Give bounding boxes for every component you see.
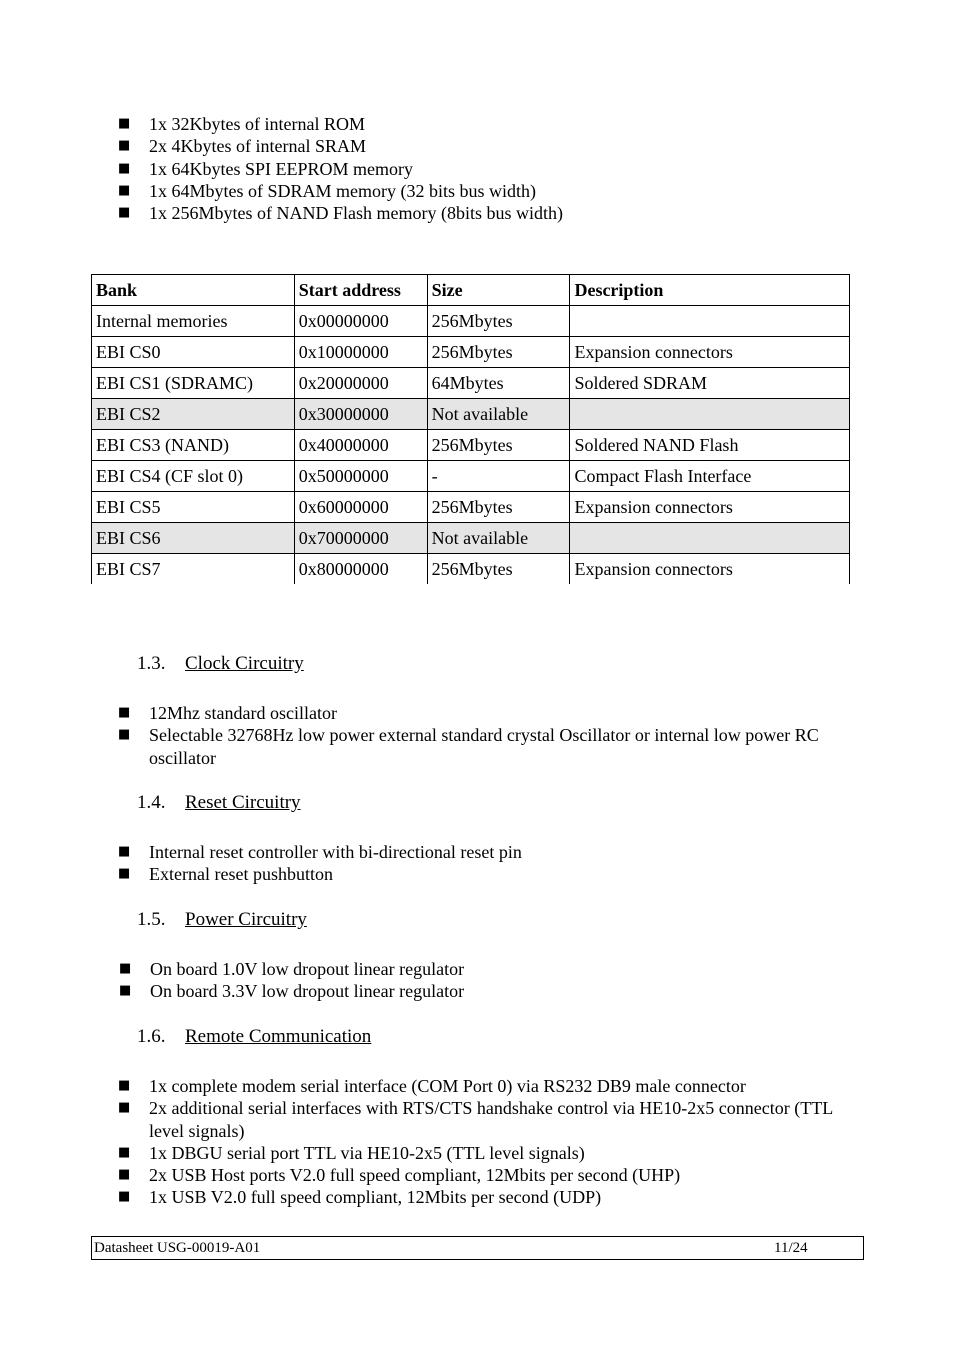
section-title: Power Circuitry xyxy=(185,909,307,930)
list-item-text: 1x 64Kbytes SPI EEPROM memory xyxy=(149,158,414,179)
cell-size: - xyxy=(427,461,570,492)
list-item-text: External reset pushbutton xyxy=(149,864,333,885)
list-item xyxy=(119,958,849,980)
table-row xyxy=(92,554,850,585)
list-item-text: On board 3.3V low dropout linear regulator xyxy=(150,981,465,1002)
header-start-address: Start address xyxy=(294,275,427,306)
square-bullet-icon: ■ xyxy=(118,205,131,221)
cell-bank: EBI CS1 (SDRAMC) xyxy=(92,368,295,399)
cell-start-address: 0x50000000 xyxy=(294,461,427,492)
square-bullet-icon: ■ xyxy=(118,138,131,154)
list-item xyxy=(118,1164,848,1186)
cell-description: Soldered NAND Flash xyxy=(570,430,850,461)
cell-start-address: 0x40000000 xyxy=(294,430,427,461)
list-item-text: Internal reset controller with bi-directional reset pin xyxy=(149,842,522,862)
square-bullet-icon: ■ xyxy=(118,160,131,176)
table-row xyxy=(92,368,850,399)
list-item xyxy=(118,180,848,202)
power-features-list xyxy=(119,958,849,1003)
cell-size: 256Mbytes xyxy=(427,554,570,585)
table-row xyxy=(92,337,850,368)
cell-size: 256Mbytes xyxy=(427,492,570,523)
cell-bank: EBI CS6 xyxy=(92,523,295,554)
cell-start-address: 0x00000000 xyxy=(294,306,427,337)
table-row xyxy=(92,492,850,523)
cell-start-address: 0x10000000 xyxy=(294,337,427,368)
list-item-text: 12Mhz standard oscillator xyxy=(149,703,337,723)
clock-features-list xyxy=(118,702,848,769)
section-heading-power xyxy=(137,909,307,931)
list-item-text: 2x additional serial interfaces with RTS/CTS handshake control via HE10-2x5 connector (TTL level signals) xyxy=(149,1098,833,1141)
cell-start-address: 0x80000000 xyxy=(294,554,427,585)
list-item-text: 1x DBGU serial port TTL via HE10-2x5 (TTL level signals) xyxy=(149,1142,585,1163)
cell-bank: Internal memories xyxy=(92,306,295,337)
list-item xyxy=(118,202,848,224)
page-footer xyxy=(91,1236,864,1260)
square-bullet-icon: ■ xyxy=(118,116,131,131)
cell-size: 256Mbytes xyxy=(427,430,570,461)
remote-features-list xyxy=(118,1075,848,1209)
list-item xyxy=(118,158,848,180)
list-item-text: Selectable 32768Hz low power external standard crystal Oscillator or internal low power RC oscillator xyxy=(149,725,819,768)
list-item xyxy=(119,980,849,1002)
square-bullet-icon: ■ xyxy=(118,705,131,720)
cell-description: Expansion connectors xyxy=(570,337,850,368)
cell-size: 256Mbytes xyxy=(427,337,570,368)
list-item-text: 2x 4Kbytes of internal SRAM xyxy=(149,136,366,157)
cell-start-address: 0x70000000 xyxy=(294,523,427,554)
section-title: Clock Circuitry xyxy=(185,653,304,674)
list-item xyxy=(118,1142,848,1164)
footer-page-number: 11/24 xyxy=(774,1240,808,1256)
cell-size: Not available xyxy=(427,399,570,430)
reset-features-list xyxy=(118,841,848,886)
table-row xyxy=(92,430,850,461)
square-bullet-icon: ■ xyxy=(118,844,131,859)
square-bullet-icon: ■ xyxy=(119,983,132,999)
cell-start-address: 0x20000000 xyxy=(294,368,427,399)
square-bullet-icon: ■ xyxy=(118,1078,131,1093)
memory-features-list xyxy=(118,113,848,224)
cell-bank: EBI CS5 xyxy=(92,492,295,523)
section-heading-clock xyxy=(137,653,304,675)
list-item xyxy=(118,724,848,769)
list-item-text: 1x 64Mbytes of SDRAM memory (32 bits bus width) xyxy=(149,180,536,201)
table-row xyxy=(92,399,850,430)
section-number: 1.3. xyxy=(137,653,166,674)
cell-description: Expansion connectors xyxy=(570,554,850,585)
section-number: 1.4. xyxy=(137,792,166,813)
cell-bank: EBI CS0 xyxy=(92,337,295,368)
header-bank: Bank xyxy=(92,275,295,306)
square-bullet-icon: ■ xyxy=(118,727,131,743)
cell-size: 256Mbytes xyxy=(427,306,570,337)
table-row xyxy=(92,461,850,492)
cell-size: 64Mbytes xyxy=(427,368,570,399)
cell-description: Expansion connectors xyxy=(570,492,850,523)
list-item xyxy=(118,863,848,885)
section-number: 1.6. xyxy=(137,1026,166,1047)
list-item xyxy=(118,841,848,863)
cell-description: Soldered SDRAM xyxy=(570,368,850,399)
cell-description xyxy=(570,306,850,337)
square-bullet-icon: ■ xyxy=(118,866,131,882)
cell-description: Compact Flash Interface xyxy=(570,461,850,492)
footer-document-id: Datasheet USG-00019-A01 xyxy=(94,1240,261,1256)
cell-description xyxy=(570,399,850,430)
cell-bank: EBI CS7 xyxy=(92,554,295,585)
cell-bank: EBI CS3 (NAND) xyxy=(92,430,295,461)
list-item xyxy=(118,113,848,135)
header-size: Size xyxy=(427,275,570,306)
square-bullet-icon: ■ xyxy=(118,1167,131,1183)
cell-size: Not available xyxy=(427,523,570,554)
cell-start-address: 0x30000000 xyxy=(294,399,427,430)
section-title: Reset Circuitry xyxy=(185,792,301,813)
list-item-text: 1x complete modem serial interface (COM Port 0) via RS232 DB9 male connector xyxy=(149,1076,746,1096)
square-bullet-icon: ■ xyxy=(119,961,132,976)
cell-bank: EBI CS4 (CF slot 0) xyxy=(92,461,295,492)
header-description: Description xyxy=(570,275,850,306)
square-bullet-icon: ■ xyxy=(118,182,131,198)
list-item xyxy=(118,702,848,724)
square-bullet-icon: ■ xyxy=(118,1189,131,1205)
table-header-row xyxy=(92,275,850,306)
section-heading-remote xyxy=(137,1026,371,1048)
list-item-text: 1x USB V2.0 full speed compliant, 12Mbits per second (UDP) xyxy=(149,1187,602,1208)
memory-bank-table xyxy=(91,274,850,584)
list-item-text: 1x 32Kbytes of internal ROM xyxy=(149,114,365,134)
list-item-text: 1x 256Mbytes of NAND Flash memory (8bits bus width) xyxy=(149,203,563,224)
square-bullet-icon: ■ xyxy=(118,1144,131,1160)
section-number: 1.5. xyxy=(137,909,166,930)
cell-description xyxy=(570,523,850,554)
square-bullet-icon: ■ xyxy=(118,1100,131,1116)
list-item-text: 2x USB Host ports V2.0 full speed compliant, 12Mbits per second (UHP) xyxy=(149,1165,681,1186)
list-item xyxy=(118,1075,848,1097)
section-title: Remote Communication xyxy=(185,1026,372,1047)
table-row xyxy=(92,523,850,554)
list-item xyxy=(118,135,848,157)
cell-start-address: 0x60000000 xyxy=(294,492,427,523)
cell-bank: EBI CS2 xyxy=(92,399,295,430)
list-item xyxy=(118,1097,848,1142)
list-item-text: On board 1.0V low dropout linear regulator xyxy=(150,959,465,979)
section-heading-reset xyxy=(137,792,301,814)
table-row xyxy=(92,306,850,337)
list-item xyxy=(118,1186,848,1208)
